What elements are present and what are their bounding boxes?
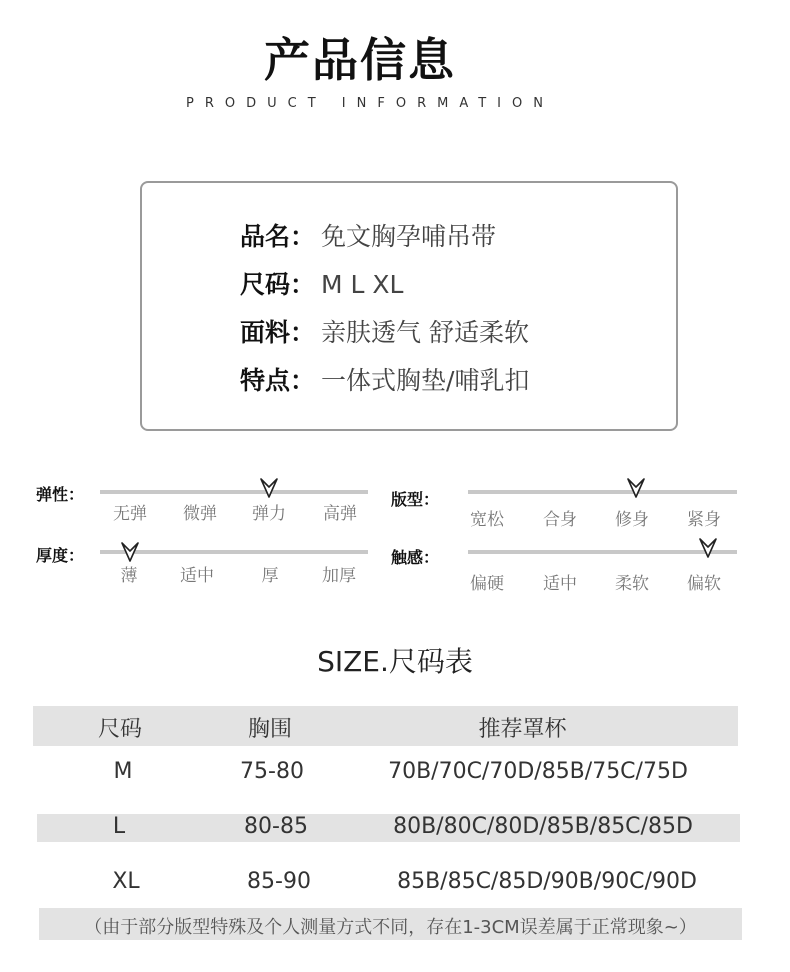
thickness-option: 适中 [180, 566, 214, 586]
thickness-label: 厚度： [36, 546, 85, 565]
info-value: 免文胸孕哺吊带 [321, 222, 497, 251]
info-value: M L XL [321, 270, 404, 299]
thickness-track [100, 550, 368, 554]
table-cell: 80-85 [244, 814, 308, 839]
thickness-option: 厚 [261, 566, 279, 586]
info-value: 一体式胸垫/哺乳扣 [321, 366, 530, 395]
info-value: 亲肤透气 舒适柔软 [321, 318, 529, 347]
info-row-size [240, 265, 403, 301]
table-cell: 80B/80C/80D/85B/85C/85D [393, 814, 693, 839]
thickness-option: 薄 [120, 566, 138, 586]
size-table-title: SIZE.尺码表 [317, 645, 473, 678]
fit-label: 版型： [391, 490, 440, 509]
info-key: 尺码： [240, 270, 316, 299]
info-key: 品名： [240, 222, 316, 251]
info-row-feature [240, 361, 529, 397]
feel-marker-icon [698, 537, 718, 559]
fit-track [468, 490, 737, 494]
table-cell: 70B/70C/70D/85B/75C/75D [388, 759, 688, 784]
thickness-option: 加厚 [322, 566, 356, 586]
table-cell: XL [112, 869, 140, 894]
elasticity-label: 弹性： [36, 485, 85, 504]
fit-option: 合身 [543, 510, 577, 530]
size-note: （由于部分版型特殊及个人测量方式不同，存在1-3CM误差属于正常现象~） [84, 917, 697, 938]
table-header-cell: 胸围 [247, 717, 292, 742]
feel-label: 触感： [391, 548, 440, 567]
info-key: 面料： [240, 318, 316, 347]
feel-option: 偏软 [687, 574, 721, 594]
elasticity-track [100, 490, 368, 494]
fit-marker-icon [626, 477, 646, 499]
fit-option: 修身 [615, 510, 649, 530]
elasticity-option: 微弹 [183, 504, 217, 524]
feel-option: 柔软 [615, 574, 649, 594]
feel-track [468, 550, 737, 554]
thickness-marker-icon [120, 541, 140, 563]
table-header-cell: 尺码 [97, 717, 142, 742]
elasticity-option: 高弹 [323, 504, 357, 524]
page-title: 产品信息 [264, 33, 456, 87]
info-row-fabric [240, 313, 529, 349]
feel-option: 偏硬 [470, 574, 504, 594]
product-info-box [140, 181, 678, 431]
elasticity-option: 弹力 [252, 504, 286, 524]
fit-option: 宽松 [470, 510, 504, 530]
fit-option: 紧身 [687, 510, 721, 530]
feel-option: 适中 [543, 574, 577, 594]
table-header-cell: 推荐罩杯 [478, 717, 567, 742]
info-row-name [240, 217, 496, 253]
elasticity-option: 无弹 [113, 504, 147, 524]
table-cell: 85-90 [247, 869, 311, 894]
table-cell: M [113, 759, 133, 784]
info-key: 特点： [240, 366, 316, 395]
elasticity-marker-icon [259, 477, 279, 499]
table-cell: 75-80 [240, 759, 304, 784]
table-cell: 85B/85C/85D/90B/90C/90D [397, 869, 697, 894]
page-subtitle: PRODUCT INFORMATION [186, 96, 554, 111]
table-cell: L [112, 814, 126, 839]
